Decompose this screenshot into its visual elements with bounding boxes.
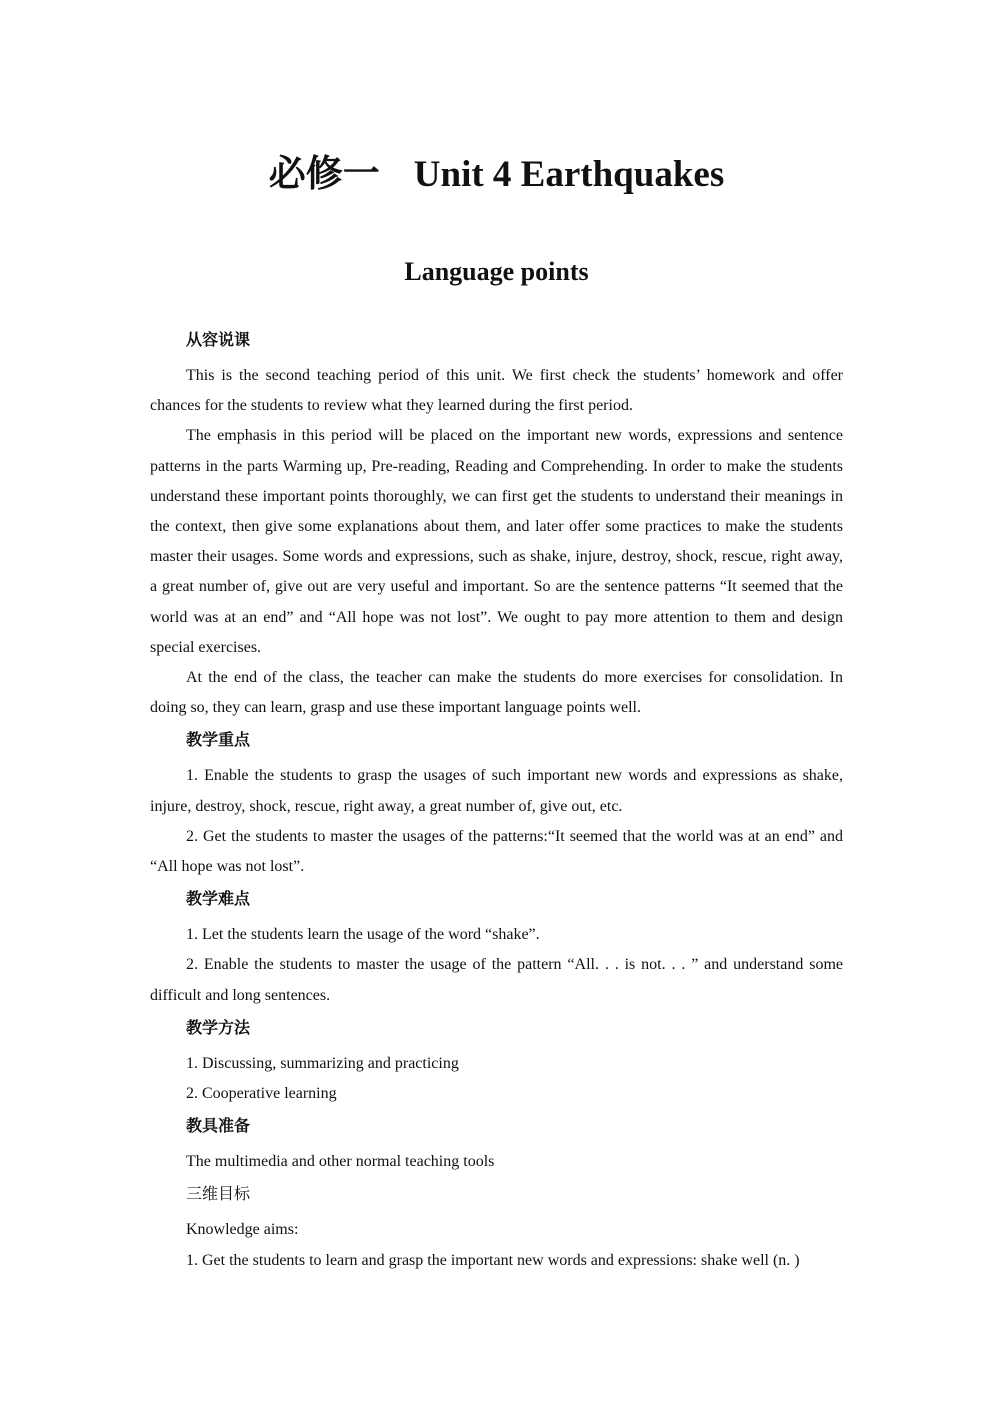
page-subtitle: Language points (404, 257, 589, 286)
method-2: 2. Cooperative learning (186, 1085, 337, 1103)
difficult-point-2: 2. Enable the students to master the usage of the pattern “All. . . is not. . . ” and understand some difficult and long sentences. (150, 956, 843, 1004)
title-english: Unit 4 Earthquakes (413, 154, 725, 195)
key-point-1: 1. Enable the students to grasp the usages of such important new words and expressions as shake, injure, destroy, shock, rescue, right away, a great number of, give out, etc. (150, 767, 843, 815)
objective-label: Knowledge aims: (186, 1221, 299, 1239)
intro-paragraph-1: This is the second teaching period of this unit. We first check the students’ homework and offer chances for the students to review what they learned during the first period. (150, 367, 843, 415)
aid-1: The multimedia and other normal teaching tools (186, 1153, 495, 1171)
difficult-point-1: 1. Let the students learn the usage of the word “shake”. (186, 926, 540, 944)
title-chinese: 必修一 (268, 152, 380, 195)
section-heading-aids: 教具准备 (186, 1116, 251, 1136)
intro-paragraph-2: The emphasis in this period will be placed on the important new words, expressions and sentence patterns in the parts Warming up, Pre-reading, Reading and Comprehending. In order to make the students understand these important points thoroughly, we can first get the students to understand their meanings in the context, then give some explanations about them, and later offer some practices to make the students master their usages. Some words and expressions, such as shake, injure, destroy, shock, rescue, right away, a great number of, give out are very useful and important. So are the sentence patterns “It seemed that the world was at an end” and “All hope was not lost”. We ought to pay more attention to them and design special exercises. (150, 427, 843, 656)
section-heading-difficult-points: 教学难点 (186, 889, 251, 909)
section-heading-key-points: 教学重点 (186, 730, 251, 750)
key-point-2: 2. Get the students to master the usages of the patterns:“It seemed that the world was at an end” and “All hope was not lost”. (150, 827, 843, 876)
section-heading-intro: 从容说课 (186, 330, 251, 349)
intro-paragraph-3: At the end of the class, the teacher can make the students do more exercises for consolidation. In doing so, they can learn, grasp and use these important language points well. (150, 669, 843, 717)
method-1: 1. Discussing, summarizing and practicing (186, 1054, 459, 1072)
section-heading-methods: 教学方法 (186, 1017, 251, 1037)
objective-1: 1. Get the students to learn and grasp the important new words and expressions: shake well (n. ) (186, 1251, 800, 1269)
section-heading-objectives: 三维目标 (186, 1184, 251, 1204)
document-body (150, 325, 843, 1276)
page-title (0, 150, 993, 199)
